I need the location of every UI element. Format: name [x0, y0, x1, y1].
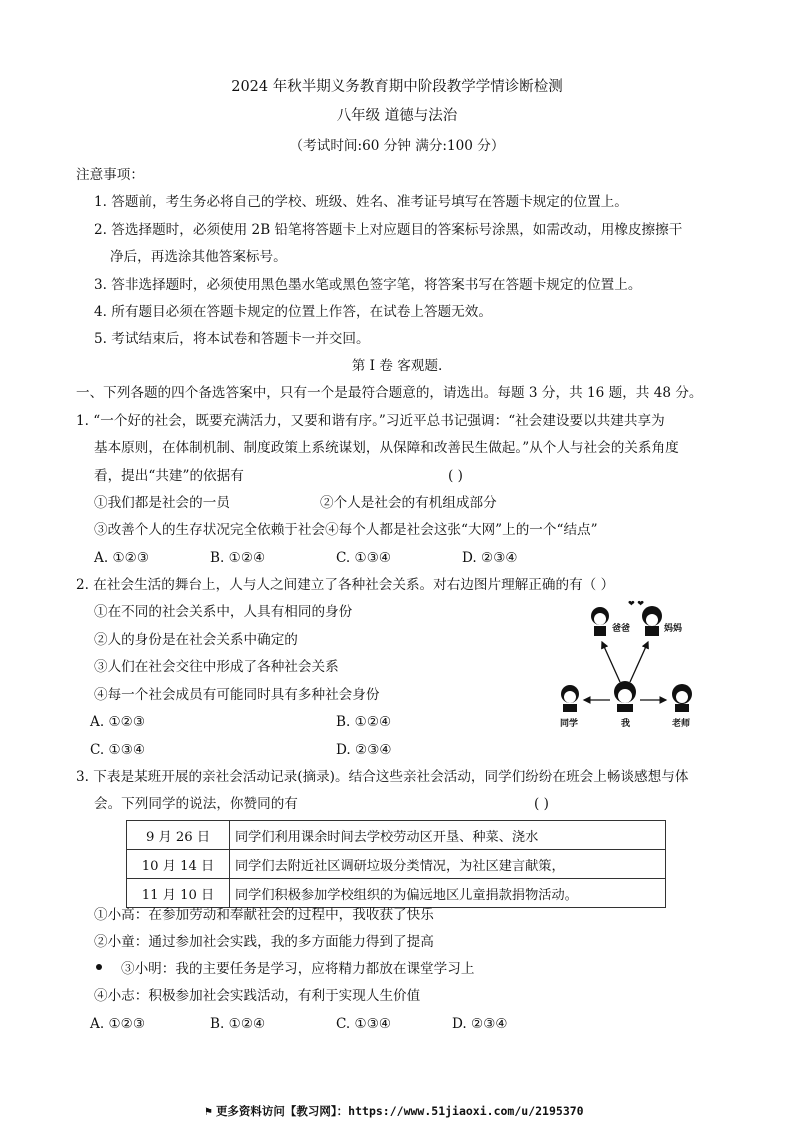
q3-stem: 会。下列同学的说法，你赞同的有 [94, 796, 298, 812]
activity-record-table [126, 820, 666, 908]
father-figure-icon [591, 607, 609, 636]
q2-option: ②人的身份是在社会关系中确定的 [94, 632, 298, 648]
section-instruction: 一、下列各题的四个备选答案中，只有一个是最符合题意的，请选出。每题 3 分，共 16 题，共 48 分。 [76, 385, 703, 401]
note-item: 1. 答题前，考生务必将自己的学校、班级、姓名、准考证号填写在答题卡规定的位置上。 [94, 194, 628, 210]
notes-heading: 注意事项： [76, 167, 144, 183]
note-item: 2. 答选择题时，必须使用 2B 铅笔将答题卡上对应题目的答案标号涂黑，如需改动，用橡皮擦擦干 [94, 222, 683, 238]
q1-choice-c: C. ①③④ [336, 550, 392, 566]
teacher-figure-icon [672, 684, 692, 712]
self-figure-icon [614, 681, 636, 712]
table-cell-activity: 同学们去附近社区调研垃圾分类情况，为社区建言献策， [230, 850, 666, 879]
q3-option: ③小明：我的主要任务是学习，应将精力都放在课堂学习上 [121, 961, 475, 977]
q2-option: ③人们在社会交往中形成了各种社会关系 [94, 659, 339, 675]
table-cell-activity: 同学们利用课余时间去学校劳动区开垦、种菜、浇水 [230, 821, 666, 850]
q2-choice-d: D. ②③④ [336, 742, 392, 758]
q1-answer-blank: ( ) [448, 468, 463, 484]
q1-stem: 基本原则，在体制机制、制度政策上系统谋划，从保障和改善民生做起。”从个人与社会的关系角度 [94, 440, 679, 456]
mother-figure-icon [642, 606, 662, 636]
q3-choice-b: B. ①②④ [210, 1016, 266, 1032]
section-title: 第 I 卷 客观题. [351, 358, 443, 374]
classmate-figure-icon [561, 685, 579, 712]
table-cell-activity: 同学们积极参加学校组织的为偏远地区儿童捐款捐物活动。 [230, 879, 666, 908]
q2-choice-a: A. ①②③ [90, 714, 146, 730]
q1-stem: 1. “一个好的社会，既要充满活力，又要和谐有序。”习近平总书记强调：“社会建设要以共建共享为 [76, 413, 665, 429]
figure-label-me: 我 [621, 719, 631, 729]
note-item: 4. 所有题目必须在答题卡规定的位置上作答，在试卷上答题无效。 [94, 304, 492, 320]
note-item: 净后，再选涂其他答案标号。 [110, 249, 287, 265]
table-row [127, 821, 666, 850]
footer-link[interactable] [205, 1103, 584, 1119]
q1-option: ③改善个人的生存状况完全依赖于社会④每个人都是社会这张“大网”上的一个“结点” [94, 522, 598, 538]
flag-icon: ⚑ [205, 1104, 212, 1118]
q3-stem: 3. 下表是某班开展的亲社会活动记录(摘录)。结合这些亲社会活动，同学们纷纷在班会上畅谈感想与体 [76, 769, 689, 785]
q3-choice-c: C. ①③④ [336, 1016, 392, 1032]
table-cell-date: 9 月 26 日 [127, 821, 230, 850]
table-row [127, 879, 666, 908]
table-cell-date: 10 月 14 日 [127, 850, 230, 879]
q1-choice-b: B. ①②④ [210, 550, 266, 566]
q1-choice-a: A. ①②③ [94, 550, 150, 566]
q1-option: ②个人是社会的有机组成部分 [320, 495, 497, 511]
q1-option: ①我们都是社会的一员 [94, 495, 230, 511]
table-row [127, 850, 666, 879]
note-item: 5. 考试结束后，将本试卷和答题卡一并交回。 [94, 331, 370, 347]
exam-title: 2024 年秋半期义务教育期中阶段教学学情诊断检测 [231, 79, 563, 95]
q3-answer-blank: ( ) [534, 796, 549, 812]
q2-stem: 2. 在社会生活的舞台上，人与人之间建立了各种社会关系。对右边图片理解正确的有（ ） [76, 577, 615, 593]
table-cell-date: 11 月 10 日 [127, 879, 230, 908]
q3-choice-d: D. ②③④ [452, 1016, 508, 1032]
bullet-icon [96, 964, 102, 970]
q2-choice-b: B. ①②④ [336, 714, 392, 730]
q1-choice-d: D. ②③④ [462, 550, 518, 566]
q3-option: ④小志：积极参加社会实践活动，有利于实现人生价值 [94, 988, 421, 1004]
footer-text: 更多资料访问【教习网】：https://www.51jiaoxi.com/u/2195370 [215, 1104, 584, 1118]
q2-option: ①在不同的社会关系中，人具有相同的身份 [94, 604, 353, 620]
q3-choice-a: A. ①②③ [90, 1016, 146, 1032]
social-relations-figure [548, 598, 708, 738]
exam-subject: 八年级 道德与法治 [336, 108, 458, 124]
figure-label-dad: 爸爸 [612, 624, 631, 634]
q1-stem: 看，提出“共建”的依据有 [94, 468, 244, 484]
figure-label-mom: 妈妈 [664, 624, 683, 634]
exam-info: （考试时间:60 分钟 满分:100 分） [289, 138, 505, 154]
q3-option: ①小高：在参加劳动和奉献社会的过程中，我收获了快乐 [94, 907, 434, 923]
q2-choice-c: C. ①③④ [90, 742, 146, 758]
q3-option: ②小童：通过参加社会实践，我的多方面能力得到了提高 [94, 934, 434, 950]
note-item: 3. 答非选择题时，必须使用黑色墨水笔或黑色签字笔，将答案书写在答题卡规定的位置上。 [94, 277, 642, 293]
figure-label-teacher: 老师 [672, 719, 691, 729]
q2-option: ④每一个社会成员有可能同时具有多种社会身份 [94, 687, 380, 703]
svg-text:❤ ❤: ❤ ❤ [628, 599, 644, 608]
figure-label-classmate: 同学 [560, 719, 579, 729]
